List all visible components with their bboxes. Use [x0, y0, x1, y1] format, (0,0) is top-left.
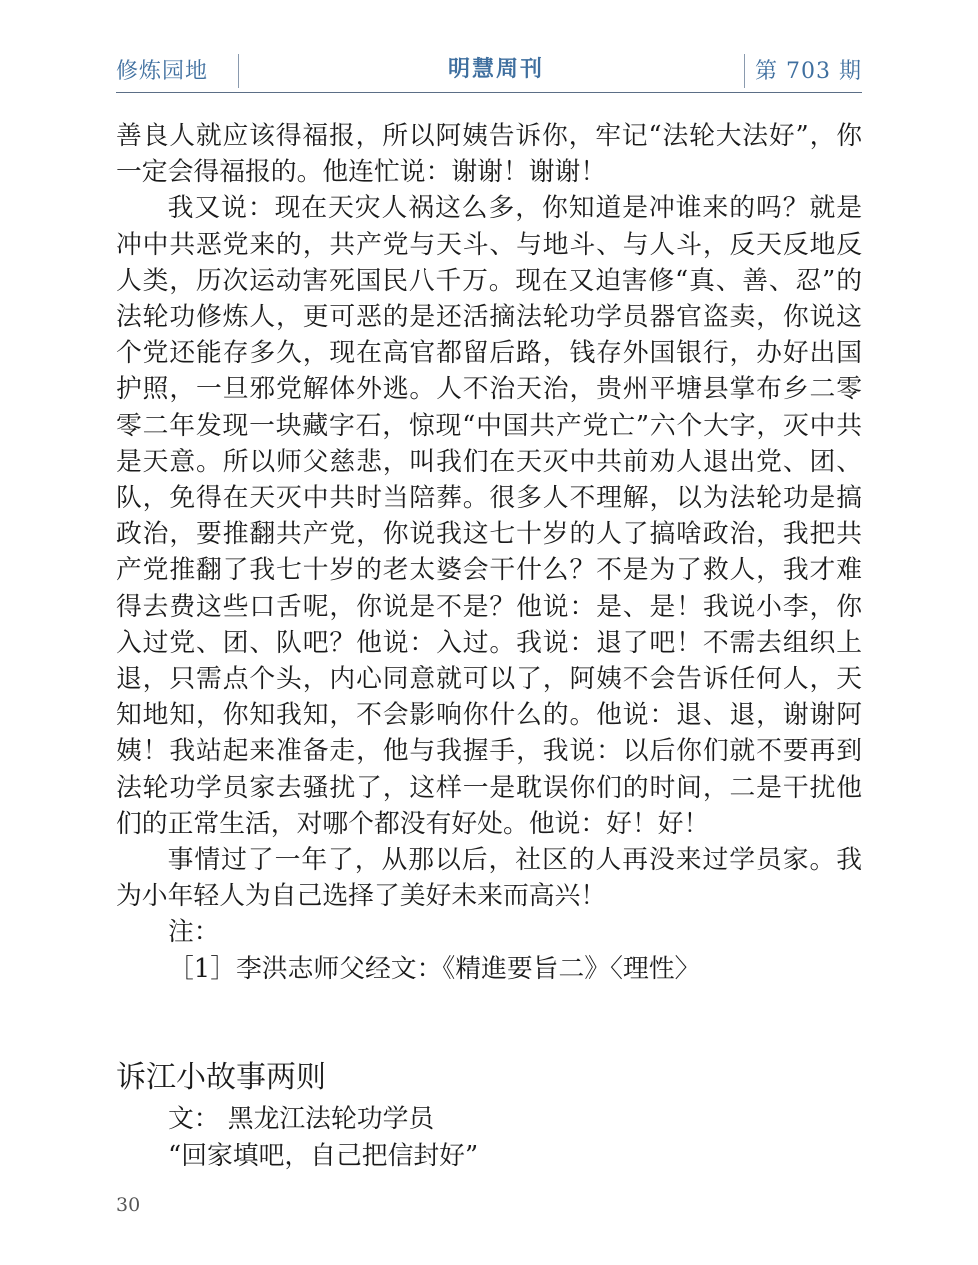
page-header: [116, 48, 862, 93]
paragraph: 事情过了一年了，从那以后，社区的人再没来过学员家。我为小年轻人为自己选择了美好未来而高兴！: [116, 845, 862, 912]
header-divider: [238, 54, 239, 88]
issue-number: 第 703 期: [755, 59, 862, 84]
footnote: ［1］李洪志师父经文：《精進要旨二》〈理性〉: [168, 953, 701, 984]
paragraph: 善良人就应该得福报，所以阿姨告诉你，牢记“法轮大法好”，你一定会得福报的。他连忙说：谢谢！谢谢！: [116, 121, 862, 188]
paragraph: 我又说：现在天灾人祸这么多，你知道是冲谁来的吗？就是冲中共恶党来的，共产党与天斗、与地斗、与人斗，反天反地反人类，历次运动害死国民八千万。现在又迫害修“真、善、忍”的法轮功修炼人，更可恶的是还活摘法轮功学员器官盗卖，你说这个党还能存多久，现在高官都留后路，钱存外国银行，办好出国护照，一旦邪党解体外逃。人不治天治，贵州平塘县掌布乡二零零二年发现一块藏字石，惊现“中国共产党亡”六个大字，灭中共是天意。所以师父慈悲，叫我们在天灭中共前劝人退出党、团、队，免得在天灭中共时当陪葬。很多人不理解，以为法轮功是搞政治，要推翻共产党，你说我这七十岁的人了搞啥政治，我把共产党推翻了我七十岁的老太婆会干什么？不是为了救人，我才难得去费这些口舌呢，你说是不是？他说：是、是！我说小李，你入过党、团、队吧？他说：入过。我说：退了吧！不需去组织上退，只需点个头，内心同意就可以了，阿姨不会告诉任何人，天知地知，你知我知，不会影响你什么的。他说：退、退，谢谢阿姨！我站起来准备走，他与我握手，我说：以后你们就不要再到法轮功学员家去骚扰了，这样一是耽误你们的时间，二是干扰他们的正常生活，对哪个都没有好处。他说：好！好！: [116, 193, 862, 839]
byline: 文： 黑龙江法轮功学员: [168, 1104, 435, 1134]
magazine-title: 明慧周刊: [447, 57, 544, 82]
subheading: “回家填吧，自己把信封好”: [168, 1141, 479, 1171]
header-divider: [744, 54, 745, 88]
article-body: [116, 118, 862, 987]
note-label: 注：: [168, 917, 220, 948]
article-title: 诉江小故事两则: [116, 1060, 326, 1095]
page-number: 30: [116, 1194, 141, 1216]
section-name: 修炼园地: [116, 59, 209, 84]
